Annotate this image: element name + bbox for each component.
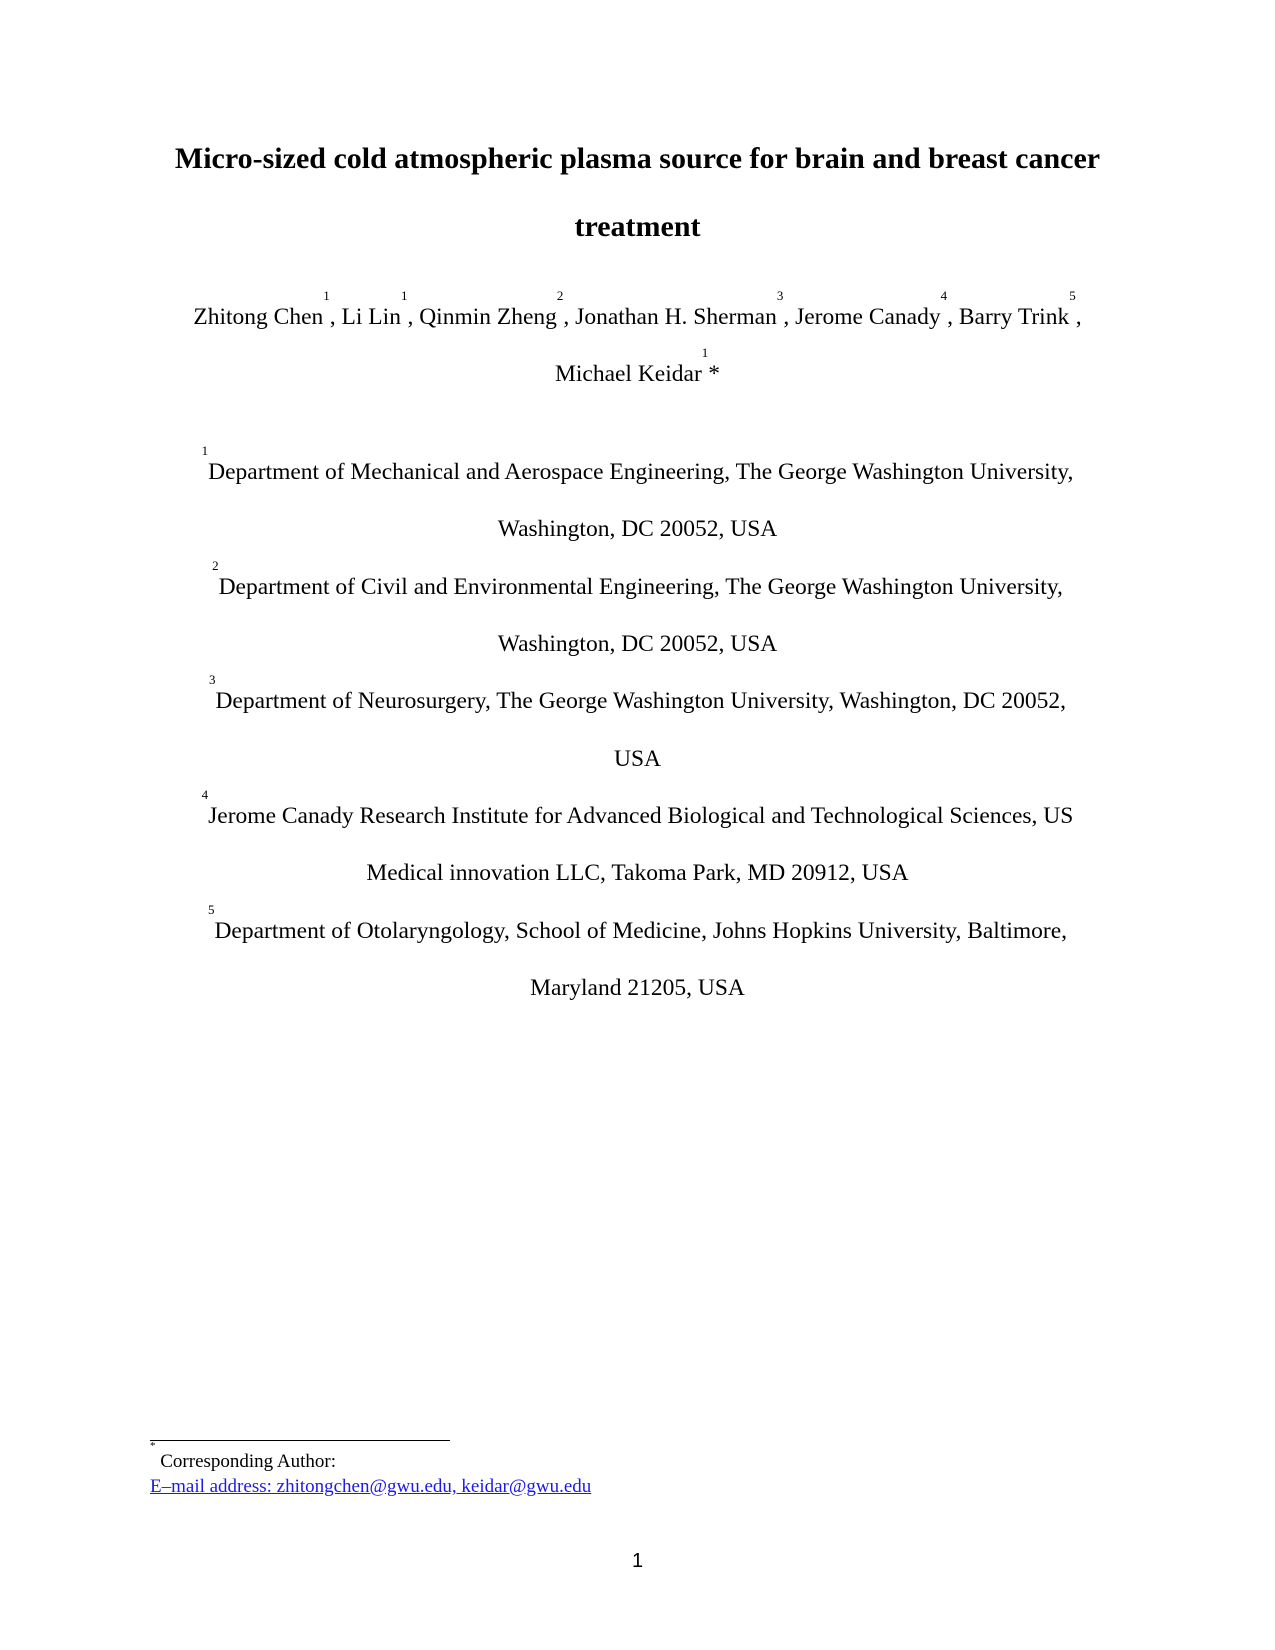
paper-title-line-2: treatment <box>574 210 701 243</box>
affiliation-5-line-1 <box>90 902 1185 946</box>
paper-title-line-1: Micro-sized cold atmospheric plasma source for brain and breast cancer <box>174 142 1101 175</box>
affiliation-number: 1 <box>201 443 209 458</box>
footnote-label: Corresponding Author: <box>155 1451 336 1472</box>
author-affiliation-marker: 1 <box>400 288 408 303</box>
affiliation-4-line-2: Medical innovation LLC, Takoma Park, MD 20912, USA <box>366 860 909 886</box>
author-affiliation-marker: 4 <box>940 288 948 303</box>
corresponding-author-marker: * <box>708 361 721 387</box>
affiliation-1-line-2: Washington, DC 20052, USA <box>497 516 778 542</box>
affiliation-text: Jerome Canady Research Institute for Advanced Biological and Technological Sciences, US <box>208 803 1074 829</box>
author-name: Jerome Canady <box>795 304 941 330</box>
author-name: Barry Trink <box>958 304 1070 330</box>
author-affiliation-marker: 3 <box>776 288 784 303</box>
affiliation-text: Department of Neurosurgery, The George Washington University, Washington, DC 20052, <box>215 688 1067 714</box>
author-affiliation-marker: 5 <box>1069 288 1076 303</box>
author-name: Li Lin <box>341 304 401 330</box>
affiliation-3-line-2: USA <box>613 746 661 772</box>
affiliation-text: Department of Otolaryngology, School of Medicine, Johns Hopkins University, Baltimore, <box>214 918 1068 944</box>
page-number: 1 <box>631 1550 644 1572</box>
affiliation-text: Department of Mechanical and Aerospace Engineering, The George Washington University, <box>208 459 1074 485</box>
author-name: Michael Keidar <box>554 361 702 387</box>
author-separator: , <box>563 304 576 330</box>
footnote-marker: * <box>150 1440 156 1452</box>
author-separator: , <box>407 304 420 330</box>
affiliation-number: 2 <box>212 558 219 573</box>
affiliation-2-line-1 <box>90 558 1185 602</box>
author-affiliation-marker: 1 <box>701 345 709 360</box>
affiliation-number: 3 <box>208 672 216 687</box>
author-list-line-2 <box>90 345 1185 389</box>
author-name: Qinmin Zheng <box>419 304 557 330</box>
footnote-email-line <box>150 1475 591 1499</box>
footnote-corresponding-author <box>150 1440 336 1474</box>
affiliation-number: 4 <box>201 787 209 802</box>
author-separator: , <box>783 304 796 330</box>
footnote-divider <box>150 1440 450 1441</box>
author-separator: , <box>947 304 959 330</box>
author-affiliation-marker: 2 <box>556 288 564 303</box>
affiliation-4-line-1 <box>90 787 1185 831</box>
author-name: Jonathan H. Sherman <box>575 304 777 330</box>
author-separator: , <box>1075 304 1082 330</box>
author-list-line-1 <box>90 288 1185 332</box>
email-link[interactable]: E–mail address: zhitongchen@gwu.edu, keidar@gwu.edu <box>150 1476 592 1497</box>
author-name: Zhitong Chen <box>193 304 324 330</box>
affiliation-2-line-2: Washington, DC 20052, USA <box>497 631 778 657</box>
author-separator: , <box>329 304 342 330</box>
affiliation-5-line-2: Maryland 21205, USA <box>530 975 745 1001</box>
affiliation-3-line-1 <box>90 672 1185 716</box>
affiliation-number: 5 <box>207 902 215 917</box>
affiliation-1-line-1 <box>90 443 1185 487</box>
affiliation-text: Department of Civil and Environmental Engineering, The George Washington University, <box>218 574 1063 600</box>
author-affiliation-marker: 1 <box>323 288 330 303</box>
